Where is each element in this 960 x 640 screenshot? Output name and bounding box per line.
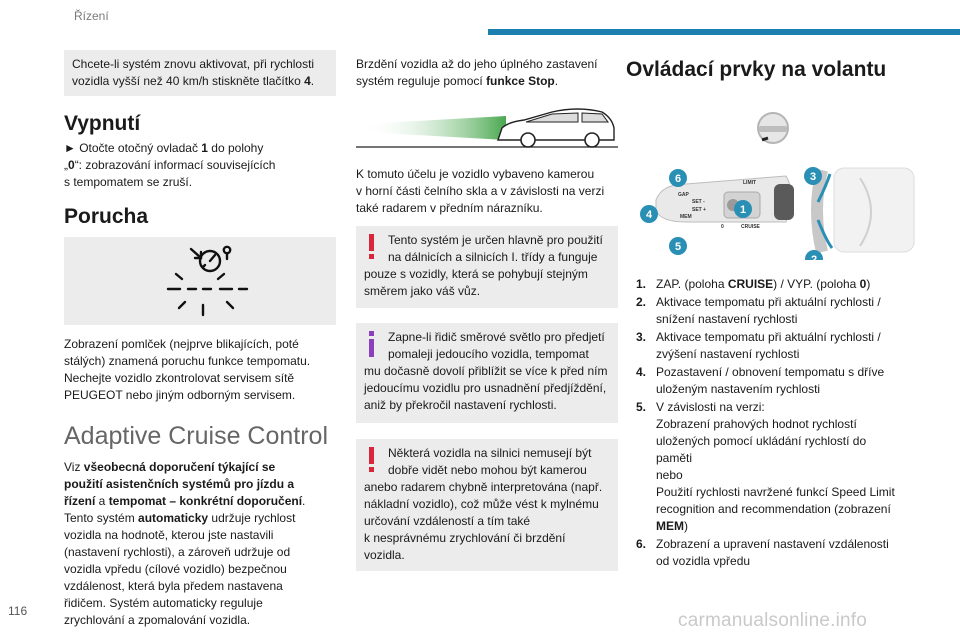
text-line: v horní části čelního skla a v závislosti na verzi [356,184,605,198]
item-number: 1. [636,277,647,291]
car-sensor-figure [356,102,618,152]
list-item [626,294,924,328]
callout-1-label: 1 [739,204,747,216]
notice-line: na dálnicích a silnicích I. třídy a funguje [388,250,598,264]
speedometer-dashes-icon [64,237,336,325]
notice-line: k nesprávnému zrychlování či brzdění [364,531,566,545]
info-notice-overtaking [356,323,618,423]
notice-line: mu dočasně dovolí přiblížit se více k před ním [364,364,608,378]
notice-line: Zapne-li řidič směrové světlo pro předjetí [388,330,605,344]
text-line: vozidla vpředu (cílové vozidlo) bezpečnou [64,562,287,576]
item-number: 6. [636,537,647,551]
steering-wheel-figure [626,92,924,260]
watermark: carmanualsonline.info [678,610,868,631]
camera-radar-text [356,166,618,217]
notice-line: nákladní vozidlo), což může vést k mylnému [364,497,599,511]
callout-2-label: 2 [810,254,818,260]
callout-6-label: 6 [674,173,682,185]
vypnuti-text [64,140,336,191]
list-item [626,276,924,293]
item-number: 5. [636,400,647,414]
text-run: systém reguluje pomocí [356,74,487,88]
heading-vypnuti: Vypnutí [64,112,141,135]
text-line: paměti [656,451,693,465]
stalk-label-set-minus: SET - [692,199,705,205]
text-line: recognition and recommendation (zobrazení [656,502,891,516]
text-run: “: zobrazování informací souvisejících [74,158,276,172]
text-bold: funkce Stop [486,74,555,88]
text-bold: použití asistenčních systémů pro jízdu a [64,477,295,491]
text-line: Zobrazení pomlček (nejprve blikajících, poté [64,337,299,351]
text-run: . [302,494,306,508]
stop-function-text [356,56,618,90]
note-bold: 4 [304,74,311,88]
text-line: Aktivace tempomatu při aktuální rychlosti / [656,330,881,344]
warning-notice-highways [356,226,618,308]
text-run: s tempomatem se zruší. [64,175,193,189]
notice-line: Tento systém je určen hlavně pro použití [388,233,603,247]
notice-line: aniž by překročil nastavení rychlosti. [364,398,557,412]
porucha-text [64,336,336,404]
list-item [626,364,924,398]
text-line: uložených pomocí ukládání rychlostí do [656,434,867,448]
callout-5-label: 5 [674,241,682,253]
heading-porucha: Porucha [64,205,149,228]
header-section-title: Řízení [74,9,109,23]
text-line: od vozidla vpředu [656,554,751,568]
text-bold: CRUISE [727,277,774,291]
wheel-rim-detail-icon [817,168,914,252]
text-run: . [554,74,559,88]
info-icon [365,331,378,357]
text-run: a [95,494,109,508]
notice-line: jedoucímu vozidlu pro usnadnění předjíždění, [364,381,607,395]
heading-steering-controls: Ovládací prvky na volantu [626,58,887,81]
stalk-label-mem: MEM [680,214,692,220]
notice-line: směrem jako váš vůz. [364,284,481,298]
text-line: K tomuto účelu je vozidlo vybaveno kamerou [356,167,595,181]
reactivation-note [64,50,336,96]
notice-line: vozidla. [364,548,405,562]
column-3 [626,58,924,571]
text-bold: 0 [68,158,75,172]
notice-line: dobře vidět nebo mohou být kamerou [388,463,587,477]
text-line: také radarem v předním nárazníku. [356,201,543,215]
exclamation-warning-icon [365,447,378,473]
exclamation-warning-icon [365,234,378,260]
column-1 [64,50,336,629]
steering-wheel-icon [758,113,788,143]
text-bold: automaticky [138,511,209,525]
text-run: ) [684,519,688,533]
list-item [626,536,924,570]
text-line: Brzdění vozidla až do jeho úplného zastavení [356,57,598,71]
text-run: udržuje rychlost [208,511,296,525]
text-line: uloženým nastavením rychlosti [656,382,821,396]
text-line: Zobrazení prahových hodnot rychlostí [656,417,857,431]
note-line: . [310,74,315,88]
column-2 [356,56,618,571]
stalk-label-cruise: CRUISE [741,224,760,230]
note-line: vozidla vyšší než 40 km/h stiskněte tlačítko [72,74,305,88]
text-bold: všeobecná doporučení týkající se [83,460,276,474]
text-bold: MEM [656,519,684,533]
page-number: 116 [8,604,28,618]
text-line: řidičem. Systém automaticky reguluje [64,596,263,610]
steering-wheel-stalk-diagram [626,92,924,260]
text-run: do polohy [207,141,264,155]
text-line: stálých) znamená poruchu funkce tempomatu. [64,354,311,368]
text-line: V závislosti na verzi: [656,400,765,414]
header-accent-bar [488,29,960,35]
text-line: PEUGEOT nebo jiným odborným servisem. [64,388,296,402]
list-item [626,329,924,363]
text-bold: 0 [859,277,867,291]
text-run: ) [866,277,871,291]
callout-3-label: 3 [809,171,817,183]
text-line: Aktivace tempomatu při aktuální rychlosti / [656,295,881,309]
text-run: „ [64,158,68,172]
fault-display-figure [64,237,336,325]
text-bold: řízení [64,494,96,508]
text-line: zvýšení nastavení rychlosti [656,347,800,361]
item-number: 2. [636,295,647,309]
item-number: 4. [636,365,647,379]
notice-line: určování vzdáleností a tím také [364,514,531,528]
item-number: 3. [636,330,647,344]
notice-line: pouze s vozidly, která se pohybují stejným [364,267,588,281]
text-run: Tento systém [64,511,139,525]
controls-list [626,276,924,570]
acc-reference-text [64,459,336,629]
text-line: Nechejte vozidlo zkontrolovat servisem sítě [64,371,295,385]
stalk-label-gap: GAP [678,192,689,198]
text-run: ► Otočte otočný ovladač [64,141,202,155]
callout-4-label: 4 [645,209,653,221]
text-run: ) / VYP. (poloha [773,277,860,291]
stalk-label-zero: 0 [721,224,724,230]
text-line: vozidla na hodnotě, kterou jste nastavili [64,528,274,542]
text-line: nebo [656,468,683,482]
stalk-label-set-plus: SET + [692,207,707,213]
text-bold: tempomat – konkrétní doporučení [108,494,303,508]
heading-adaptive-cruise-control: Adaptive Cruise Control [64,422,329,450]
text-line: zrychlování a zpomalování vozidla. [64,613,251,627]
car-with-sensor-beam-icon [356,102,618,152]
text-bold: 1 [201,141,208,155]
text-run: Viz [64,460,84,474]
notice-line: pomaleji jedoucího vozidla, tempomat [388,347,589,361]
stalk-label-limit: LIMIT [743,180,757,186]
list-item [626,399,924,535]
notice-line: Některá vozidla na silnici nemusejí být [388,446,592,460]
note-line: Chcete-li systém znovu aktivovat, při rychlosti [72,57,315,71]
text-line: (nastavení rychlosti), a zároveň udržuje od [64,545,291,559]
text-line: Použití rychlosti navržené funkcí Speed Limit [656,485,895,499]
text-line: Zobrazení a upravení nastavení vzdálenosti [656,537,889,551]
text-line: vzdálenost, která byla předem nastavena [64,579,283,593]
text-line: snížení nastavení rychlosti [656,312,798,326]
text-line: Pozastavení / obnovení tempomatu s dříve [656,365,885,379]
notice-line: anebo radarem chybně interpretována (např. [364,480,603,494]
warning-notice-misinterpretation [356,439,618,571]
text-run: ZAP. (poloha [656,277,728,291]
